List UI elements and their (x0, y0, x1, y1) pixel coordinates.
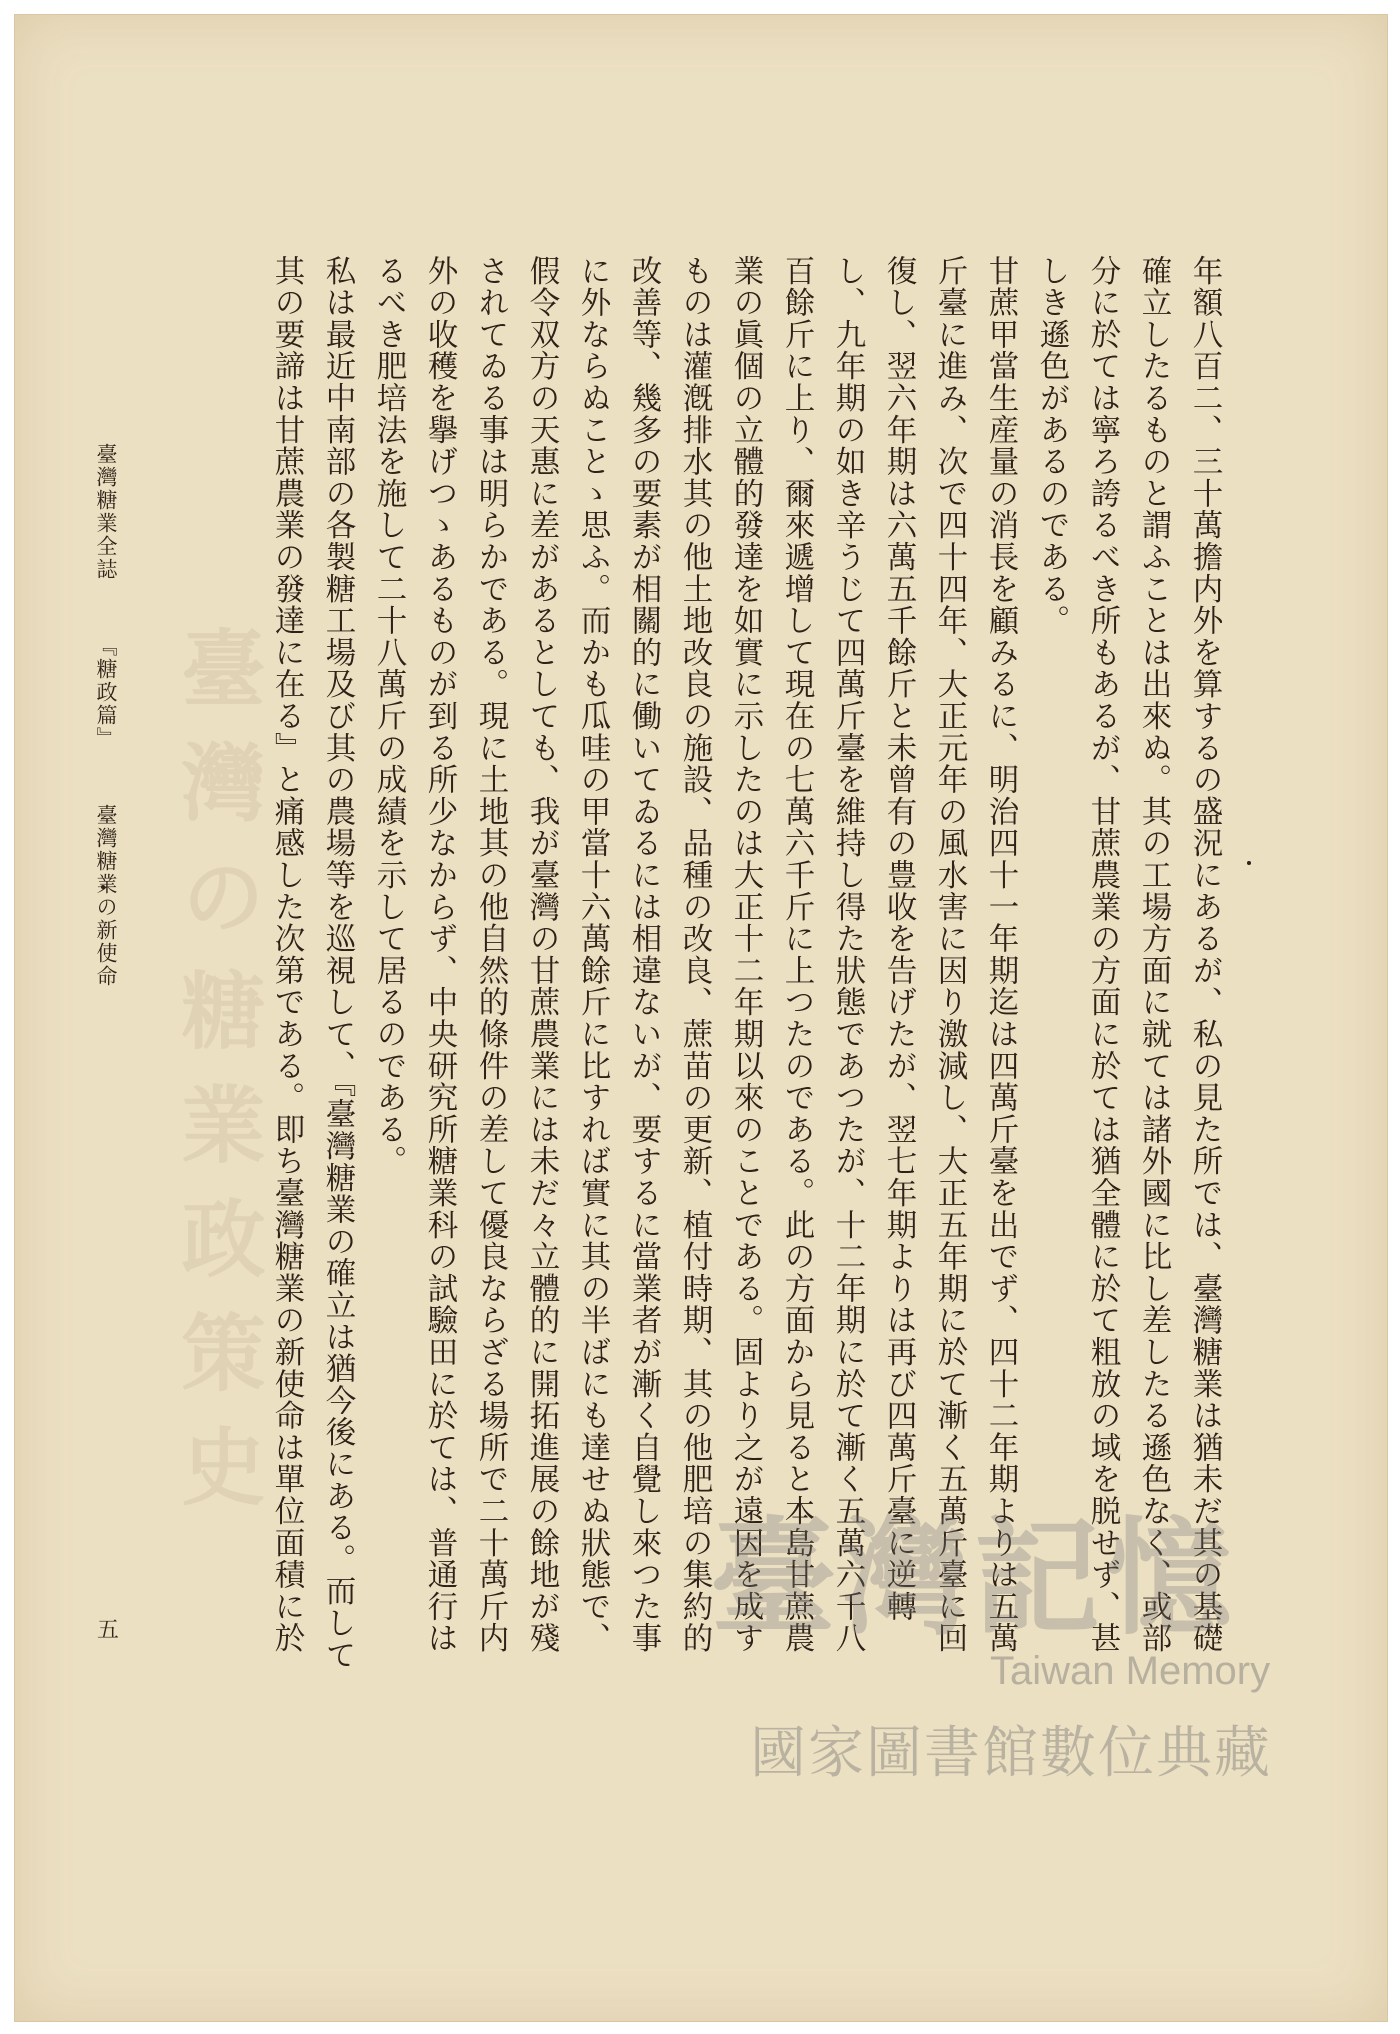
article-body (260, 255, 1230, 1675)
bleed-through-title: 臺灣の糖業政策史 (168, 625, 267, 1537)
article-title: 臺灣糖業の新使命 (94, 804, 118, 988)
running-head (95, 443, 116, 988)
paragraph: 甘蔗甲當生産量の消長を顧みるに、明治四十一年期迄は四萬斤臺を出でず、四十二年期よりは五萬斤臺に進み、次で四十四年、大正元年の風水害に因り激減し、大正五年期に於て漸く五萬斤臺に回復し、翌六年期は六萬五千餘斤と未曾有の豊收を告げたが、翌七年期よりは再び四萬斤臺に逆轉し、九年期の如き辛うじて四萬斤臺を維持し得た狀態であつたが、十二年期に於て漸く五萬六千八百餘斤に上り、爾來遞增して現在の七萬六千斤に上つたのである。此の方面から見ると本島甘蔗農業の眞個の立體的發達を如實に示したのは大正十二年期以來のことである。固より之が遠因を成すものは灌漑排水其の他土地改良の施設、品種の改良、蔗苗の更新、植付時期、其の他肥培の集約的改善等、幾多の要素が相關的に働いてゐるには相違ないが、要するに當業者が漸く自覺し來つた事に外ならぬことゝ思ふ。而かも瓜哇の甲當十六萬餘斤に比すれば實に其の半ばにも達せぬ狀態で、假令双方の天惠に差があるとしても、我が臺灣の甘蔗農業には未だ々立體的に開拓進展の餘地が殘されてゐる事は明らかである。現に土地其の他自然的條件の差して優良ならざる場所で二十萬斤内外の收穫を擧げつゝあるものが到る所少なからず、中央研究所糖業科の試驗田に於ては、普通行はるべき肥培法を施して二十八萬斤の成績を示して居るのである。 (371, 255, 1018, 1655)
ink-speck (1247, 861, 1251, 865)
scanned-page (14, 14, 1388, 2022)
paragraph: 私は最近中南部の各製糖工場及び其の農場等を巡視して、『臺灣糖業の確立は猶今後にある。而して其の要諦は甘蔗農業の發達に在る』と痛感した次第である。即ち臺灣糖業の新使命は單位面積に於 (269, 255, 355, 1671)
watermark-english: Taiwan Memory (990, 1649, 1271, 1693)
watermark-institution: 國家圖書館數位典藏 (750, 1721, 1272, 1786)
publication-title: 臺灣糖業全誌 (94, 443, 118, 581)
page-number: 五 (97, 1618, 120, 1643)
section-title: 『糖政篇』 (94, 635, 118, 750)
watermark-brand: 臺灣記憶 (710, 1504, 1238, 1652)
paragraph: 年額八百二、三十萬擔内外を算するの盛況にあるが、私の見た所では、臺灣糖業は猶未だ其の基礎確立したるものと謂ふことは出來ぬ。其の工場方面に就ては諸外國に比し差したる遜色なく、或部分に於ては寧ろ誇るべき所もあるが、甘蔗農業の方面に於ては猶全體に於て粗放の域を脱せず、甚しき遜色があるのである。 (1034, 255, 1222, 1655)
